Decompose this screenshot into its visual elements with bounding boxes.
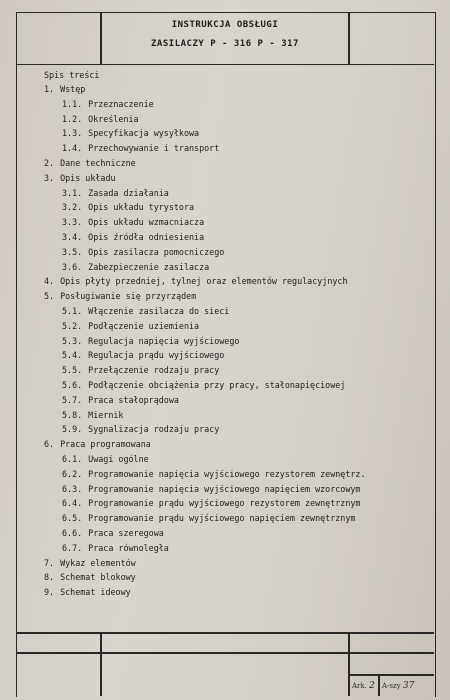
- toc-item-number: 1.3.: [62, 128, 83, 139]
- toc-item-title: Dane techniczne: [60, 158, 136, 168]
- toc-item: [62, 202, 194, 213]
- toc-item-title: Określenia: [88, 113, 139, 124]
- toc-item-number: 5.: [44, 291, 55, 302]
- toc-item-number: 5.4.: [62, 350, 83, 361]
- toc-item: [62, 484, 360, 495]
- toc-item: [44, 572, 136, 583]
- toc-item: [62, 262, 209, 273]
- toc-item: [62, 380, 345, 391]
- toc-item-title: Specyfikacja wysyłkowa: [88, 128, 200, 139]
- toc-item: [62, 498, 360, 509]
- toc-item-number: 1.: [44, 84, 55, 94]
- toc-item-number: 3.1.: [62, 187, 83, 198]
- footer-sheet-divider: [378, 674, 380, 696]
- toc-item-number: 3.5.: [62, 246, 83, 257]
- document-title: INSTRUKCJA OBSŁUGI: [171, 20, 279, 30]
- toc-item: [62, 454, 149, 465]
- toc-item-title: Regulacja prądu wyjściowego: [88, 350, 225, 361]
- toc-item-title: Opis źródła odniesienia: [88, 232, 205, 242]
- toc-item: [62, 143, 219, 154]
- toc-item-title: Zasada działania: [88, 187, 169, 198]
- toc-item: [62, 350, 224, 361]
- toc-item-number: 1.2.: [62, 113, 83, 124]
- toc-item: [44, 173, 116, 184]
- footer-top-line: [16, 632, 434, 634]
- toc-item: [62, 543, 169, 554]
- toc-item-number: 3.3.: [62, 217, 83, 228]
- toc-item: [44, 158, 136, 169]
- toc-item: [44, 587, 131, 598]
- toc-item-number: 4.: [44, 276, 55, 287]
- toc-item: [44, 291, 196, 302]
- toc-item: [44, 84, 85, 95]
- toc-item-title: Podłączenie obciążenia przy pracy, stałonapięciowej: [88, 380, 346, 390]
- toc-item: [62, 247, 224, 258]
- toc-item-title: Opis zasilacza pomocniczego: [88, 246, 225, 257]
- footer-middle-line: [16, 652, 434, 654]
- toc-item: [62, 99, 154, 110]
- toc-item: [62, 336, 239, 347]
- toc-item-title: Opis układu wzmacniacza: [88, 217, 205, 228]
- toc-item: [44, 558, 136, 569]
- sheet-number-label: Ark.: [352, 682, 367, 690]
- toc-item-number: 5.1.: [62, 306, 83, 316]
- toc-item-number: 5.6.: [62, 380, 83, 390]
- sheet-count-value: 37: [402, 681, 415, 691]
- toc-item-number: 2.: [44, 158, 55, 168]
- toc-item: [62, 188, 169, 199]
- sheet-count-label: A-szy: [382, 682, 401, 690]
- toc-item: [62, 365, 219, 376]
- toc-item-title: Sygnalizacja rodzaju pracy: [88, 424, 220, 435]
- toc-item-number: 5.8.: [62, 409, 83, 420]
- footer-divider-right: [348, 632, 350, 696]
- toc-item: [62, 321, 199, 332]
- toc-item: [44, 276, 348, 287]
- toc-item: [62, 395, 179, 406]
- toc-item-number: 5.3.: [62, 335, 83, 346]
- toc-item-number: 5.9.: [62, 424, 83, 435]
- toc-item-title: Zabezpieczenie zasilacza: [88, 261, 210, 272]
- toc-item: [62, 410, 123, 421]
- toc-item-number: 1.1.: [62, 98, 83, 109]
- toc-item-title: Schemat ideowy: [60, 587, 131, 598]
- toc-item-number: 7.: [44, 557, 55, 568]
- toc-item-title: Praca szeregowa: [88, 528, 164, 538]
- footer-title-block: [16, 632, 434, 696]
- toc-item-title: Opis płyty przedniej, tylnej oraz elementów regulacyjnych: [60, 276, 348, 287]
- toc-item-title: Wykaz elementów: [60, 557, 136, 568]
- toc-item-title: Praca programowana: [60, 439, 151, 450]
- toc-item: [62, 217, 204, 228]
- document-subtitle: ZASILACZY P - 316 P - 317: [151, 39, 299, 49]
- toc-item-title: Włączenie zasilacza do sieci: [88, 306, 230, 316]
- toc-item-title: Przeznaczenie: [88, 98, 154, 109]
- sheet-number: [352, 681, 375, 691]
- toc-item-title: Programowanie prądu wyjściowego napięciem zewnętrznym: [88, 513, 356, 524]
- toc-item-number: 3.2.: [62, 202, 83, 213]
- toc-item-title: Przechowywanie i transport: [88, 143, 220, 154]
- sheet-number-value: 2: [369, 681, 375, 691]
- toc-item-number: 3.: [44, 172, 55, 183]
- toc-item: [62, 528, 164, 539]
- toc-item-number: 3.6.: [62, 261, 83, 272]
- toc-item-title: Praca stałoprądowa: [88, 394, 179, 405]
- toc-item-number: 6.3.: [62, 483, 83, 494]
- toc-item: [62, 306, 229, 317]
- toc-item-number: 6.: [44, 439, 55, 450]
- toc-item-number: 6.7.: [62, 542, 83, 553]
- toc-item-title: Miernik: [88, 409, 124, 420]
- toc-item-number: 1.4.: [62, 143, 83, 154]
- toc-item-number: 6.6.: [62, 528, 83, 538]
- toc-item-number: 6.4.: [62, 498, 83, 509]
- toc-item: [62, 128, 199, 139]
- toc-item-title: Praca równoległa: [88, 542, 169, 553]
- footer-divider-left: [100, 632, 102, 696]
- toc-item-number: 9.: [44, 587, 55, 598]
- footer-sheet-line: [348, 674, 434, 676]
- toc-item-title: Programowanie napięcia wyjściowego rezystorem zewnętrz.: [88, 468, 366, 479]
- toc-item-number: 8.: [44, 572, 55, 583]
- toc-item-title: Podłączenie uziemienia: [88, 320, 200, 331]
- toc-item-title: Posługiwanie się przyrządem: [60, 291, 197, 302]
- toc-item-number: 5.2.: [62, 320, 83, 331]
- toc-item-title: Opis układu: [60, 172, 116, 183]
- toc-item-title: Regulacja napięcia wyjściowego: [88, 335, 240, 346]
- toc-item-title: Przełączenie rodzaju pracy: [88, 365, 220, 376]
- toc-item: [62, 469, 366, 480]
- toc-item-title: Programowanie napięcia wyjściowego napięciem wzorcowym: [88, 483, 361, 494]
- toc-item-title: Uwagi ogólne: [88, 454, 149, 464]
- title-block: [16, 12, 434, 65]
- toc-heading: Spis treści: [44, 70, 100, 80]
- toc-item-title: Programowanie prądu wyjściowego rezystorem zewnętrznym: [88, 498, 361, 509]
- toc-item-number: 3.4.: [62, 232, 83, 242]
- toc-item-number: 6.2.: [62, 468, 83, 479]
- toc-item: [62, 232, 204, 243]
- toc-item-number: 6.5.: [62, 513, 83, 524]
- toc-item-number: 5.5.: [62, 365, 83, 376]
- toc-item-title: Opis układu tyrystora: [88, 202, 195, 213]
- toc-item: [62, 114, 139, 125]
- toc-item: [62, 513, 355, 524]
- toc-item-title: Schemat blokowy: [60, 572, 136, 583]
- toc-item-title: Wstęp: [60, 84, 86, 94]
- sheet-count: [382, 681, 414, 691]
- toc-item: [44, 439, 151, 450]
- toc-item-number: 6.1.: [62, 454, 83, 464]
- toc-item-number: 5.7.: [62, 394, 83, 405]
- toc-item: [62, 424, 219, 435]
